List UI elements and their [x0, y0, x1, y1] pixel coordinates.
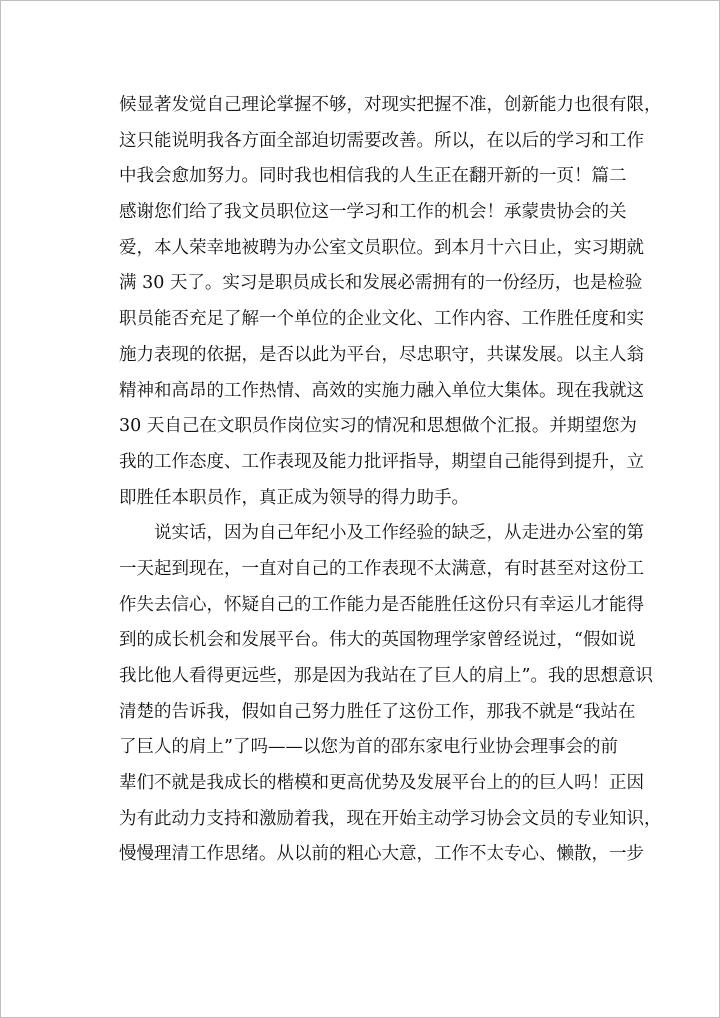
text-line: 这只能说明我各方面全部迫切需要改善。所以，在以后的学习和工作: [119, 130, 644, 151]
text-line: 施力表现的依据，是否以此为平台，尽忠职守，共谋发展。以主人翁: [119, 344, 644, 365]
text-line: 职员能否充足了解一个单位的企业文化、工作内容、工作胜任度和实: [119, 309, 644, 330]
text-line: 中我会愈加努力。同时我也相信我的人生正在翻开新的一页！篇二: [119, 166, 627, 187]
paragraph-end-line: 即胜任本职员作，真正成为领导的得力助手。: [119, 487, 469, 508]
text-line: 30 天自己在文职员作岗位实习的情况和思想做个汇报。并期望您为: [119, 416, 637, 437]
text-line: 为有此动力支持和激励着我，现在开始主动学习协会文员的专业知识，: [119, 808, 662, 829]
text-line: 精神和高昂的工作热情、高效的实施力融入单位大集体。现在我就这: [119, 380, 644, 401]
text-line: 了巨人的肩上”了吗——以您为首的邵东家电行业协会理事会的前: [119, 737, 618, 758]
text-line: 到的成长机会和发展平台。伟大的英国物理学家曾经说过，“假如说: [119, 630, 636, 651]
text-line: 慢慢理清工作思绪。从以前的粗心大意，工作不太专心、懒散，一步: [119, 844, 644, 865]
text-line: 我比他人看得更远些，那是因为我站在了巨人的肩上”。我的思想意识: [119, 666, 653, 686]
text-line: 我的工作态度、工作表现及能力批评指导，期望自己能得到提升，立: [119, 451, 644, 472]
text-line: 爱，本人荣幸地被聘为办公室文员职位。到本月十六日止，实习期就: [119, 237, 644, 258]
text-line: 作失去信心，怀疑自己的工作能力是否能胜任这份只有幸运儿才能得: [119, 594, 644, 615]
text-line: 候显著发觉自己理论掌握不够，对现实把握不准，创新能力也很有限，: [119, 95, 662, 115]
text-line: 辈们不就是我成长的楷模和更高优势及发展平台上的的巨人吗！正因: [119, 773, 644, 794]
paragraph-first-line: 说实话，因为自己年纪小及工作经验的缺乏，从走进办公室的第: [154, 523, 644, 544]
text-line: 清楚的告诉我，假如自己努力胜任了这份工作，那我不就是“我站在: [119, 701, 636, 722]
text-line: 一天起到现在，一直对自己的工作表现不太满意，有时甚至对这份工: [119, 558, 644, 579]
text-line: 感谢您们给了我文员职位这一学习和工作的机会！承蒙贵协会的关: [119, 202, 627, 223]
text-line: 满 30 天了。实习是职员成长和发展必需拥有的一份经历，也是检验: [119, 273, 643, 294]
document-body: [119, 88, 662, 873]
